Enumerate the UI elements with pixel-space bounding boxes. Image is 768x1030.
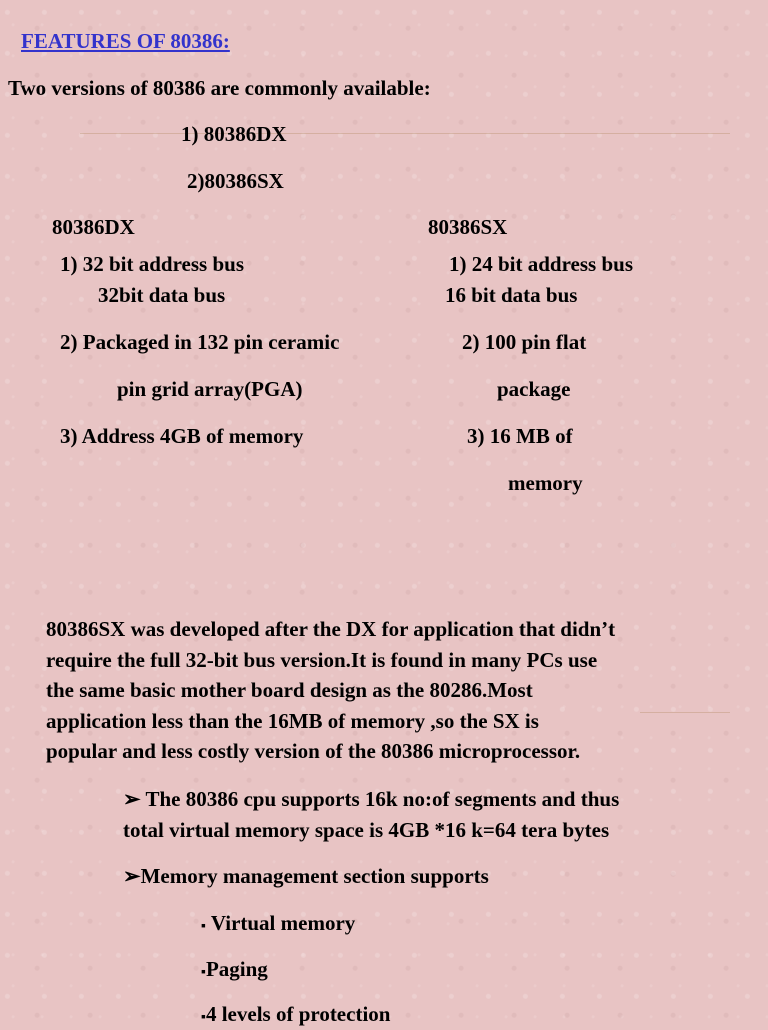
divider [80, 133, 730, 134]
bullet-2 [123, 864, 489, 888]
sx-item-3-cont: memory [508, 471, 583, 495]
sx-heading: 80386SX [428, 215, 508, 239]
version-sx: 2)80386SX [187, 169, 284, 193]
bullet-1 [123, 787, 619, 811]
sx-item-1-cont: 16 bit data bus [445, 283, 578, 307]
sub-bullet [201, 911, 355, 939]
paragraph-line: application less than the 16MB of memory ,so the SX is [46, 708, 539, 733]
dx-item-2-cont: pin grid array(PGA) [117, 377, 303, 401]
intro-text: Two versions of 80386 are commonly available: [8, 76, 431, 100]
sub-bullet [201, 957, 268, 985]
arrow-bullet-icon: ➢ [123, 787, 141, 811]
bullet-1-text: The 80386 cpu supports 16k no:of segments and thus [145, 787, 620, 811]
page-title: FEATURES OF 80386: [21, 29, 230, 53]
sub-bullet-text: Virtual memory [210, 911, 356, 935]
bullet-1-cont: total virtual memory space is 4GB *16 k=64 tera bytes [123, 818, 610, 842]
dx-item-2: 2) Packaged in 132 pin ceramic [60, 330, 340, 354]
paragraph-line: popular and less costly version of the 80386 microprocessor. [46, 739, 581, 763]
dx-heading: 80386DX [52, 215, 135, 239]
sx-item-2: 2) 100 pin flat [462, 330, 587, 354]
square-bullet-icon: ▪ [201, 965, 206, 980]
paragraph-line: require the full 32-bit bus version.It is found in many PCs use [46, 647, 598, 672]
version-dx: 1) 80386DX [181, 122, 287, 146]
square-bullet-icon: ▪ [201, 919, 206, 934]
sub-bullet-text: 4 levels of protection [205, 1002, 391, 1026]
paragraph-line: the same basic mother board design as the 80286.Most [46, 678, 533, 702]
paragraph-line: 80386SX was developed after the DX for application that didn’t [46, 617, 616, 641]
sx-item-3: 3) 16 MB of [467, 424, 573, 448]
sx-item-1: 1) 24 bit address bus [449, 252, 633, 276]
sub-bullet-text: Paging [205, 957, 268, 981]
square-bullet-icon: ▪ [201, 1010, 206, 1025]
arrow-bullet-icon: ➢ [123, 864, 141, 888]
description-paragraph [46, 614, 756, 767]
bullet-2-text: Memory management section supports [140, 864, 489, 888]
dx-item-3: 3) Address 4GB of memory [60, 424, 304, 448]
dx-item-1-cont: 32bit data bus [98, 283, 226, 307]
sx-item-2-cont: package [497, 377, 571, 401]
sub-bullet [201, 1002, 390, 1030]
dx-item-1: 1) 32 bit address bus [60, 252, 244, 276]
